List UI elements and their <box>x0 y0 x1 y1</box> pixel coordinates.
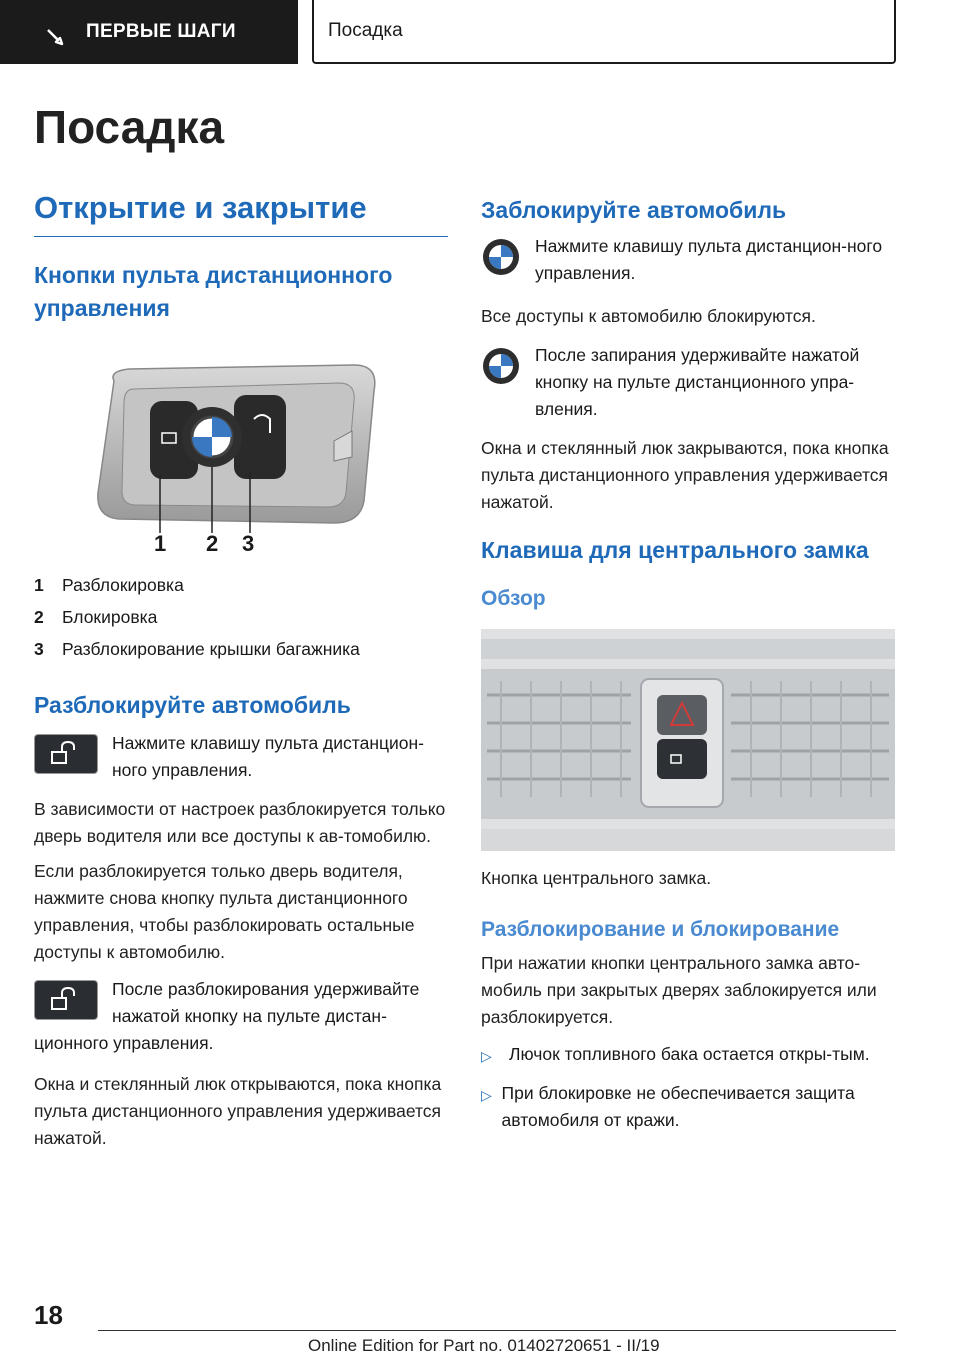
central-lock-title: Клавиша для центрального замка <box>481 537 869 563</box>
section-header <box>312 0 896 64</box>
key-fob-image <box>34 361 448 561</box>
unlock-step-2: После разблокирования удерживайте нажатой кнопку на пульте дистан-ционного управления. <box>34 979 420 1053</box>
air-vent-image <box>481 629 895 851</box>
unlock-paragraph-3: Если разблокируется только дверь водителя, нажмите снова кнопку пульта дистанционного управления, чтобы разблокировать остальные доступы к автомобилю. <box>34 861 415 962</box>
chapter-tab[interactable] <box>0 0 298 64</box>
bmw-logo-icon <box>481 237 521 285</box>
unlock-step-1: Нажмите клавишу пульта дистанцион-ного управления. <box>34 730 448 784</box>
unlock-title: Разблокируйте автомобиль <box>34 692 351 718</box>
central-lock-photo <box>481 629 895 851</box>
lock-step-2: После запирания удерживайте нажатой кнопку на пульте дистанционного упра-вления. <box>481 342 895 423</box>
legend-item: 3 Разблокирование крышки багажника <box>34 639 360 659</box>
photo-caption: Кнопка центрального замка. <box>481 868 712 888</box>
key-icon <box>46 28 68 46</box>
page-title: Посадка <box>34 101 225 153</box>
right-column <box>481 190 895 1144</box>
legend-list <box>34 569 448 665</box>
legend-item: 2 Блокировка <box>34 607 158 627</box>
triangle-bullet-icon: ▷ <box>481 1048 492 1064</box>
unlock-lock-title: Разблокирование и блокирование <box>481 918 840 941</box>
unlock-button-icon <box>34 980 98 1020</box>
legend-item: 1 Разблокировка <box>34 575 184 595</box>
bullet-item: ▷ При блокировке не обеспечивается защита автомобиля от кражи. <box>481 1080 895 1134</box>
lock-paragraph-4: Окна и стеклянный люк закрываются, пока кнопка пульта дистанционного управления удерживается нажатой. <box>481 438 889 512</box>
callout-1: 1 <box>154 531 167 556</box>
subtitle-remote-buttons: Кнопки пульта дистанционного управления <box>34 262 393 321</box>
key-fob-illustration <box>34 361 448 561</box>
triangle-bullet-icon: ▷ <box>481 1087 492 1103</box>
overview-title: Обзор <box>481 587 546 610</box>
lock-title: Заблокируйте автомобиль <box>481 197 787 223</box>
lock-paragraph-2: Все доступы к автомобилю блокируются. <box>481 306 816 326</box>
bullet-list <box>481 1041 895 1134</box>
footer-edition: Online Edition for Part no. 01402720651 - II/19 <box>308 1336 660 1355</box>
chapter-label: ПЕРВЫЕ ШАГИ <box>86 21 236 42</box>
callout-3: 3 <box>242 531 255 556</box>
unlock-lock-paragraph: При нажатии кнопки центрального замка авто-мобиль при закрытых дверях заблокируется или разблокируется. <box>481 953 877 1027</box>
section-label: Посадка <box>328 20 403 41</box>
unlock-button-icon <box>34 734 98 774</box>
unlock-paragraph-5: Окна и стеклянный люк открываются, пока кнопка пульта дистанционного управления удерживается нажатой. <box>34 1074 442 1148</box>
callout-2: 2 <box>206 531 219 556</box>
page-number: 18 <box>34 1300 63 1330</box>
bmw-logo-icon <box>481 346 521 394</box>
bullet-item: ▷ Лючок топливного бака остается откры-тым. <box>481 1041 895 1070</box>
unlock-paragraph-2: В зависимости от настроек разблокируется только дверь водителя или все доступы к ав-томобилю. <box>34 799 446 846</box>
left-column <box>34 190 448 1152</box>
footer-divider <box>98 1330 896 1331</box>
lock-step-1: Нажмите клавишу пульта дистанцион-ного управления. <box>481 233 895 291</box>
section-title-open-close: Открытие и закрытие <box>34 190 448 237</box>
